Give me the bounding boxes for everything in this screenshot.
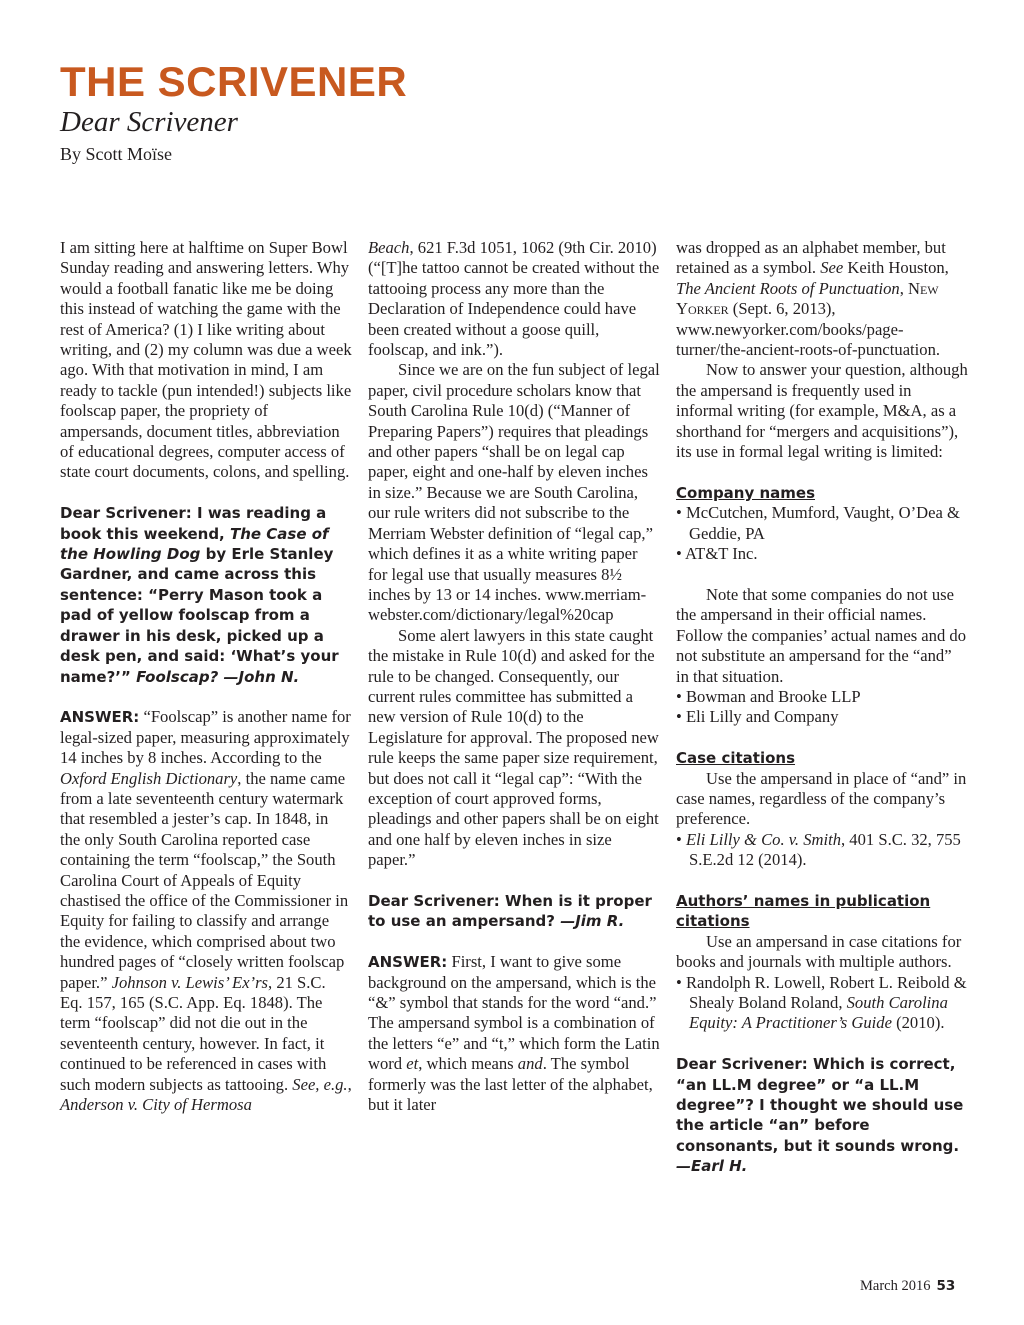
list-item: • AT&T Inc.: [676, 544, 758, 564]
answer-label: ANSWER:: [60, 708, 140, 727]
list-item: • McCutchen, Mumford, Vaught, O’Dea & Geddie, PA: [676, 503, 960, 543]
answer-ampersand: ANSWER: First, I want to give some background on the ampersand, which is the “&” symbol that stands for the word “and.” The ampersand symbol is a combination of the letters “e” and “t,” which form the Latin word et, which means and. The symbol formerly was the last letter of the alphabet, but it later: [368, 952, 660, 1115]
answer-label: ANSWER:: [368, 953, 448, 972]
case-citation: Johnson v. Lewis’ Ex’rs: [111, 972, 269, 992]
question-ampersand: Dear Scrivener: When is it proper to use an ampersand? —Jim R.: [368, 891, 652, 931]
column-2: [368, 238, 660, 1115]
section-heading-company-names: Company names: [676, 483, 816, 502]
case-citation: Anderson v. City of Hermosa: [60, 1095, 252, 1115]
page-number: 53: [936, 1278, 956, 1294]
byline: By Scott Moïse: [60, 144, 173, 164]
question-signature: —Earl H.: [676, 1157, 748, 1176]
company-note-paragraph: Note that some companies do not use the ampersand in their official names. Follow the companies’ actual names and do not substitute an ampersand for the “and” in that situation.: [676, 584, 967, 686]
list-item: • Bowman and Brooke LLP: [676, 686, 861, 706]
answer-ampersand-continued: was dropped as an alphabet member, but retained as a symbol. See Keith Houston, The Ancient Roots of Punctuation, New Yorker (Sept. 6, 2013), www.newyorker.com/books/page-turner/the-ancient-roots-of-punctuation.: [676, 238, 949, 360]
page-footer: [860, 1276, 955, 1296]
article-title: Dear Scrivener: [60, 106, 238, 138]
column-title: THE SCRIVENER: [60, 58, 408, 105]
issue-date: March 2016: [860, 1278, 931, 1294]
section-heading-authors-names: Authors’ names in publication citations: [676, 891, 931, 931]
question-signature: —Jim R.: [560, 912, 625, 931]
list-item: • Randolph R. Lowell, Robert L. Reibold & Shealy Boland Roland, South Carolina Equity: A Practitioner’s Guide (2010).: [676, 972, 967, 1033]
answer-foolscap-continued: Beach, 621 F.3d 1051, 1062 (9th Cir. 2010) (“[T]he tattoo cannot be created without the tattooing process any more than the Declaration of Independence could have been created without a goose quill, foolscap, and ink.”).: [368, 238, 660, 360]
question-llm-degree: Dear Scrivener: Which is correct, “an LL.M degree” or “a LL.M degree”? I thought we should use the article “an” before consonants, but it sounds wrong. —Earl H.: [676, 1055, 964, 1176]
list-item: • Eli Lilly and Company: [676, 707, 839, 727]
legal-cap-paragraph: Since we are on the fun subject of legal paper, civil procedure scholars know that South Carolina Rule 10(d) (“Manner of Preparing Papers”) requires that pleadings and other papers “shall be on legal cap paper, eight and one-half by eleven inches in size.” Because we are South Carolina, our rule writers did not subscribe to the Merriam Webster definition of “legal cap,” which defines it as a white writing paper for legal use that usually measures 8½ inches by 13 or 14 inches. www.merriam-webster.com/dictionary/legal%20cap: [368, 360, 660, 625]
question-foolscap: Dear Scrivener: I was reading a book this weekend, The Case of the Howling Dog by Erle Stanley Gardner, and came across this sentence: “Perry Mason took a pad of yellow foolscap from a drawer in his desk, picked up a desk pen, and said: ‘What’s your name?’” Foolscap? —John N.: [60, 504, 339, 686]
section-heading-case-citations: Case citations: [676, 749, 796, 768]
answer-foolscap: ANSWER: “Foolscap” is another name for legal-sized paper, measuring approximately 14 inches by 8 inches. According to the Oxford English Dictionary, the name came from a late seventeenth century watermark that resembled a jester’s cap. In 1848, in the only South Carolina reported case containing the term “foolscap,” the South Carolina Court of Appeals of Equity chastised the office of the Commissioner in Equity for failing to classify and arrange the evidence, which comprised about two hundred pages of “closely written foolscap paper.” Johnson v. Lewis’ Ex’rs, 21 S.C. Eq. 157, 165 (S.C. App. Eq. 1848). The term “foolscap” did not die out in the seventeenth century, however. In fact, it continued to be referenced in cases with such modern subjects as tattooing. See, e.g., Anderson v. City of Hermosa: [60, 707, 352, 1115]
column-1: [60, 238, 352, 1115]
book-title: The Case of the Howling Dog: [60, 524, 329, 564]
intro-paragraph: I am sitting here at halftime on Super Bowl Sunday reading and answering letters. Why would a football fanatic like me be doing this instead of watching the game with the rest of America? (1) I like writing about writing, and (2) my column was due a week ago. With that motivation in mind, I am ready to tackle (pun intended!) subjects like foolscap paper, the propriety of ampersands, document titles, abbreviation of educational degrees, computer access of state court documents, colons, and spelling.: [60, 238, 352, 482]
list-item: • Eli Lilly & Co. v. Smith, 401 S.C. 32, 755 S.E.2d 12 (2014).: [676, 829, 961, 870]
column-3: [676, 238, 968, 1177]
question-signature: Foolscap? —John N.: [136, 667, 300, 686]
authors-paragraph: Use an ampersand in case citations for books and journals with multiple authors.: [676, 931, 962, 972]
ampersand-usage-paragraph: Now to answer your question, although the ampersand is frequently used in informal writing (for example, M&A, as a shorthand for “mergers and acquisitions”), its use in formal legal writing is limited:: [676, 360, 968, 462]
rule-change-paragraph: Some alert lawyers in this state caught the mistake in Rule 10(d) and asked for the rule to be changed. Consequently, our current rules committee has submitted a new version of Rule 10(d) to the Legislature for approval. The proposed new rule keeps the same paper size requirement, but does not call it “legal cap”: “With the exception of court approved forms, pleadings and other papers shall be on eight and one half by eleven inches in size paper.”: [368, 625, 659, 870]
case-citations-paragraph: Use the ampersand in place of “and” in case names, regardless of the company’s preference.: [676, 768, 967, 829]
